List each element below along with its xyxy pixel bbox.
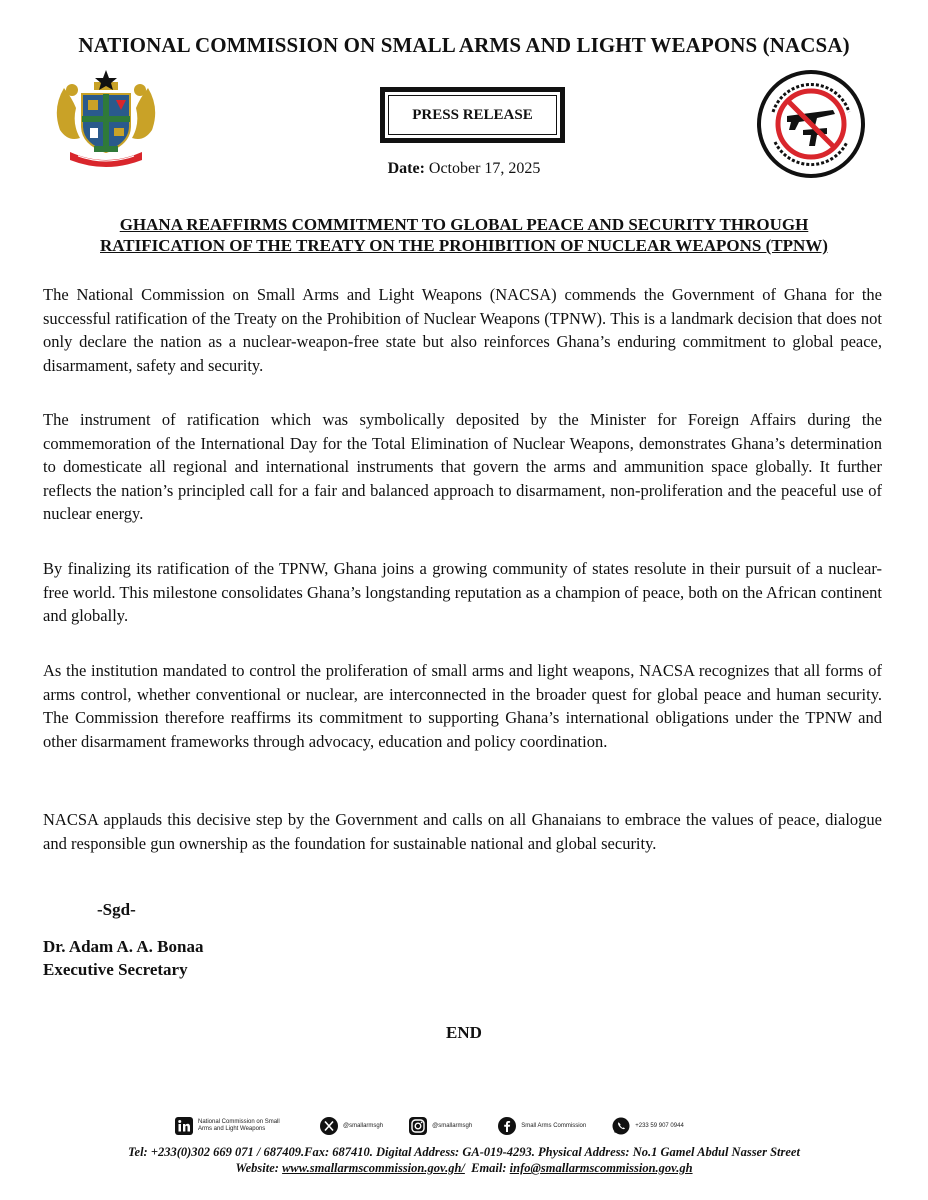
- ghana-coat-of-arms-icon: [50, 68, 162, 170]
- signatory: [43, 935, 203, 981]
- signatory-title: Executive Secretary: [43, 960, 188, 979]
- social-linkedin[interactable]: [175, 1117, 294, 1135]
- press-release-box: [380, 87, 565, 143]
- facebook-handle: Small Arms Commission: [521, 1123, 587, 1129]
- facebook-icon: [498, 1117, 516, 1135]
- whatsapp-number: +233 59 907 0944: [635, 1123, 684, 1129]
- press-release-label: PRESS RELEASE: [388, 95, 557, 135]
- paragraph-5: NACSA applauds this decisive step by the Government and calls on all Ghanaians to embrace the values of peace, dialogue and responsible gun ownership as the foundation for sustainable national and global security.: [43, 810, 882, 853]
- x-twitter-icon: [320, 1117, 338, 1135]
- footer-web: [0, 1161, 928, 1176]
- footer-contact: Tel: +233(0)302 669 071 / 687409.Fax: 687410. Digital Address: GA-019-4293. Physical Address: No.1 Gamel Abdul Nasser Street: [128, 1145, 800, 1159]
- social-links: [175, 1115, 684, 1137]
- linkedin-handle: National Commission on Small Arms and Light Weapons: [198, 1119, 280, 1132]
- paragraph-3: By finalizing its ratification of the TPNW, Ghana joins a growing community of states resolute in their pursuit of a nuclear-free world. This milestone consolidates Ghana’s longstanding reputation as a champion of peace, both on the African continent and globally.: [43, 559, 882, 625]
- headline-line-2: RATIFICATION OF THE TREATY ON THE PROHIBITION OF NUCLEAR WEAPONS (TPNW): [100, 236, 828, 255]
- paragraph-2: The instrument of ratification which was symbolically deposited by the Minister for Foreign Affairs during the commemoration of the International Day for the Total Elimination of Nuclear Weapons, demonstrates Ghana’s determination to domesticate all regional and international instruments that govern the arms and ammunition space globally. It further reflects the nation’s principled call for a fair and balanced approach to disarmament, non-proliferation and the peaceful use of nuclear energy.: [43, 410, 882, 523]
- date-value: October 17, 2025: [428, 160, 541, 177]
- organization-title: NATIONAL COMMISSION ON SMALL ARMS AND LIGHT WEAPONS (NACSA): [78, 33, 850, 57]
- instagram-handle: @smallarmsgh: [432, 1123, 473, 1129]
- email-link[interactable]: info@smallarmscommission.gov.gh: [509, 1161, 693, 1175]
- social-facebook[interactable]: [498, 1117, 586, 1135]
- social-whatsapp[interactable]: [612, 1117, 684, 1135]
- headline-line-1: GHANA REAFFIRMS COMMITMENT TO GLOBAL PEACE AND SECURITY THROUGH: [119, 215, 809, 234]
- website-link[interactable]: www.smallarmscommission.gov.gh/: [282, 1161, 465, 1175]
- signatory-name: Dr. Adam A. A. Bonaa: [43, 937, 204, 956]
- website-label: Website:: [235, 1161, 279, 1175]
- nacsa-logo-icon: [755, 68, 867, 180]
- linkedin-icon: [175, 1117, 193, 1135]
- x-handle: @smallarmsgh: [343, 1123, 384, 1129]
- whatsapp-icon: [612, 1117, 630, 1135]
- date-label: Date:: [387, 160, 425, 177]
- end-marker: END: [446, 1023, 482, 1042]
- email-label: Email:: [471, 1161, 507, 1175]
- social-instagram[interactable]: [409, 1117, 472, 1135]
- instagram-icon: [409, 1117, 427, 1135]
- paragraph-1: The National Commission on Small Arms and Light Weapons (NACSA) commends the Government of Ghana for the successful ratification of the Treaty on the Prohibition of Nuclear Weapons (TPNW). This is a landmark decision that does not only declare the nation as a nuclear-weapon-free state but also reinforces Ghana’s enduring commitment to global peace, disarmament, safety and security.: [43, 285, 882, 375]
- social-x[interactable]: [320, 1117, 383, 1135]
- headline: [40, 214, 888, 256]
- signed-mark: -Sgd-: [97, 900, 136, 919]
- paragraph-4: As the institution mandated to control the proliferation of small arms and light weapons, NACSA recognizes that all forms of arms control, whether conventional or nuclear, are interconnected in the broader quest for global peace and human security. The Commission therefore reaffirms its commitment to supporting Ghana’s international obligations under the TPNW and other disarmament frameworks through advocacy, education and policy coordination.: [43, 661, 882, 751]
